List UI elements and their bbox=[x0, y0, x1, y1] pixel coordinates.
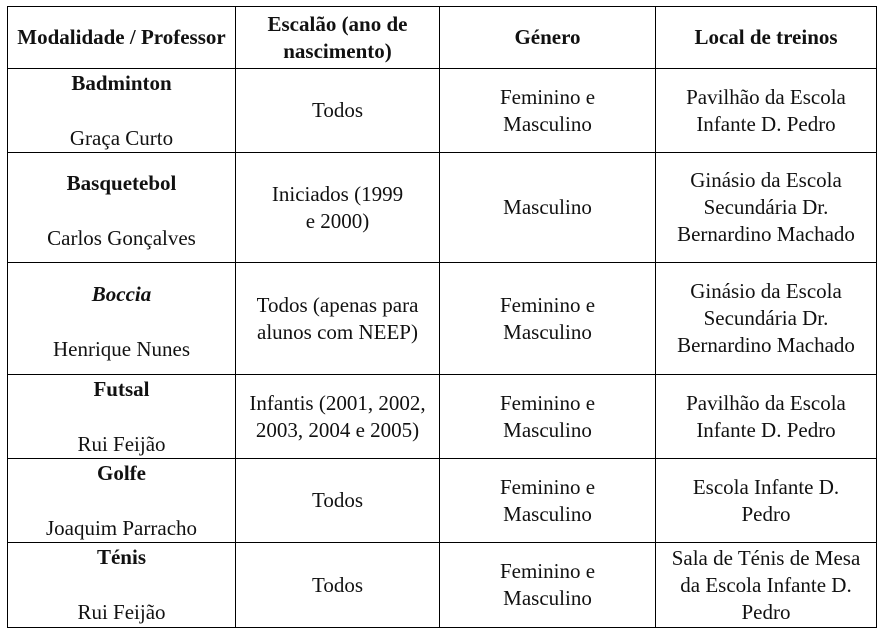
professor-name: Graça Curto bbox=[69, 125, 174, 150]
table-row bbox=[8, 459, 877, 543]
local-value: Ginásio da Escola Secundária Dr. Bernardino Machado bbox=[677, 168, 855, 246]
genero-value: Feminino e Masculino bbox=[499, 559, 596, 610]
professor-name: Henrique Nunes bbox=[52, 336, 191, 361]
escalao-value: Todos (apenas para alunos com NEEP) bbox=[256, 292, 419, 344]
genero-value: Feminino e Masculino bbox=[499, 292, 596, 344]
genero-cell bbox=[440, 69, 656, 153]
modalidade-name: Ténis bbox=[96, 545, 146, 569]
local-cell bbox=[656, 375, 877, 459]
local-cell bbox=[656, 69, 877, 153]
genero-cell bbox=[440, 543, 656, 628]
modalidade-name: Futsal bbox=[93, 376, 150, 401]
genero-cell: Masculino bbox=[440, 153, 656, 263]
header-genero: Género bbox=[440, 7, 656, 69]
local-cell bbox=[656, 153, 877, 263]
local-value: Escola Infante D. Pedro bbox=[692, 474, 840, 526]
professor-name: Rui Feijão bbox=[77, 600, 166, 624]
local-cell bbox=[656, 459, 877, 543]
header-local: Local de treinos bbox=[656, 7, 877, 69]
genero-value: Feminino e Masculino bbox=[499, 474, 596, 526]
table-row bbox=[8, 69, 877, 153]
table-row bbox=[8, 153, 877, 263]
genero-cell bbox=[440, 375, 656, 459]
genero-cell bbox=[440, 459, 656, 543]
professor-name: Joaquim Parracho bbox=[45, 515, 198, 540]
escalao-cell bbox=[236, 263, 440, 375]
table-row bbox=[8, 543, 877, 628]
escalao-cell: Todos bbox=[236, 459, 440, 543]
genero-value: Feminino e Masculino bbox=[499, 84, 596, 136]
escalao-cell bbox=[236, 153, 440, 263]
modalidade-cell bbox=[8, 375, 236, 459]
local-value: Ginásio da Escola Secundária Dr. Bernardino Machado bbox=[677, 279, 855, 357]
modalidade-name: Badminton bbox=[71, 70, 172, 95]
escalao-value: Infantis (2001, 2002, 2003, 2004 e 2005) bbox=[249, 390, 426, 442]
escalao-value: Iniciados (1999 e 2000) bbox=[271, 181, 404, 233]
modalidade-name: Golfe bbox=[97, 460, 146, 485]
table-row bbox=[8, 375, 877, 459]
modalidade-cell bbox=[8, 459, 236, 543]
header-escalao: Escalão (ano de nascimento) bbox=[236, 7, 440, 69]
local-cell bbox=[656, 263, 877, 375]
escalao-cell: Todos bbox=[236, 543, 440, 628]
escalao-cell bbox=[236, 375, 440, 459]
modalidade-name: Basquetebol bbox=[66, 170, 177, 195]
local-value: Pavilhão da Escola Infante D. Pedro bbox=[686, 390, 846, 442]
header-modalidade: Modalidade / Professor bbox=[8, 7, 236, 69]
genero-value: Feminino e Masculino bbox=[499, 390, 596, 442]
modalidade-cell bbox=[8, 543, 236, 628]
local-value: Sala de Ténis de Mesa da Escola Infante D. Pedro bbox=[671, 545, 861, 624]
professor-name: Carlos Gonçalves bbox=[47, 225, 196, 250]
local-cell bbox=[656, 543, 877, 628]
modalidade-cell bbox=[8, 153, 236, 263]
professor-name: Rui Feijão bbox=[77, 431, 166, 456]
sports-schedule-table bbox=[7, 6, 877, 628]
modalidade-cell bbox=[8, 263, 236, 375]
modalidade-cell bbox=[8, 69, 236, 153]
escalao-cell: Todos bbox=[236, 69, 440, 153]
table-row bbox=[8, 263, 877, 375]
local-value: Pavilhão da Escola Infante D. Pedro bbox=[686, 84, 846, 136]
header-row bbox=[8, 7, 877, 69]
genero-cell bbox=[440, 263, 656, 375]
modalidade-name: Boccia bbox=[91, 281, 152, 306]
